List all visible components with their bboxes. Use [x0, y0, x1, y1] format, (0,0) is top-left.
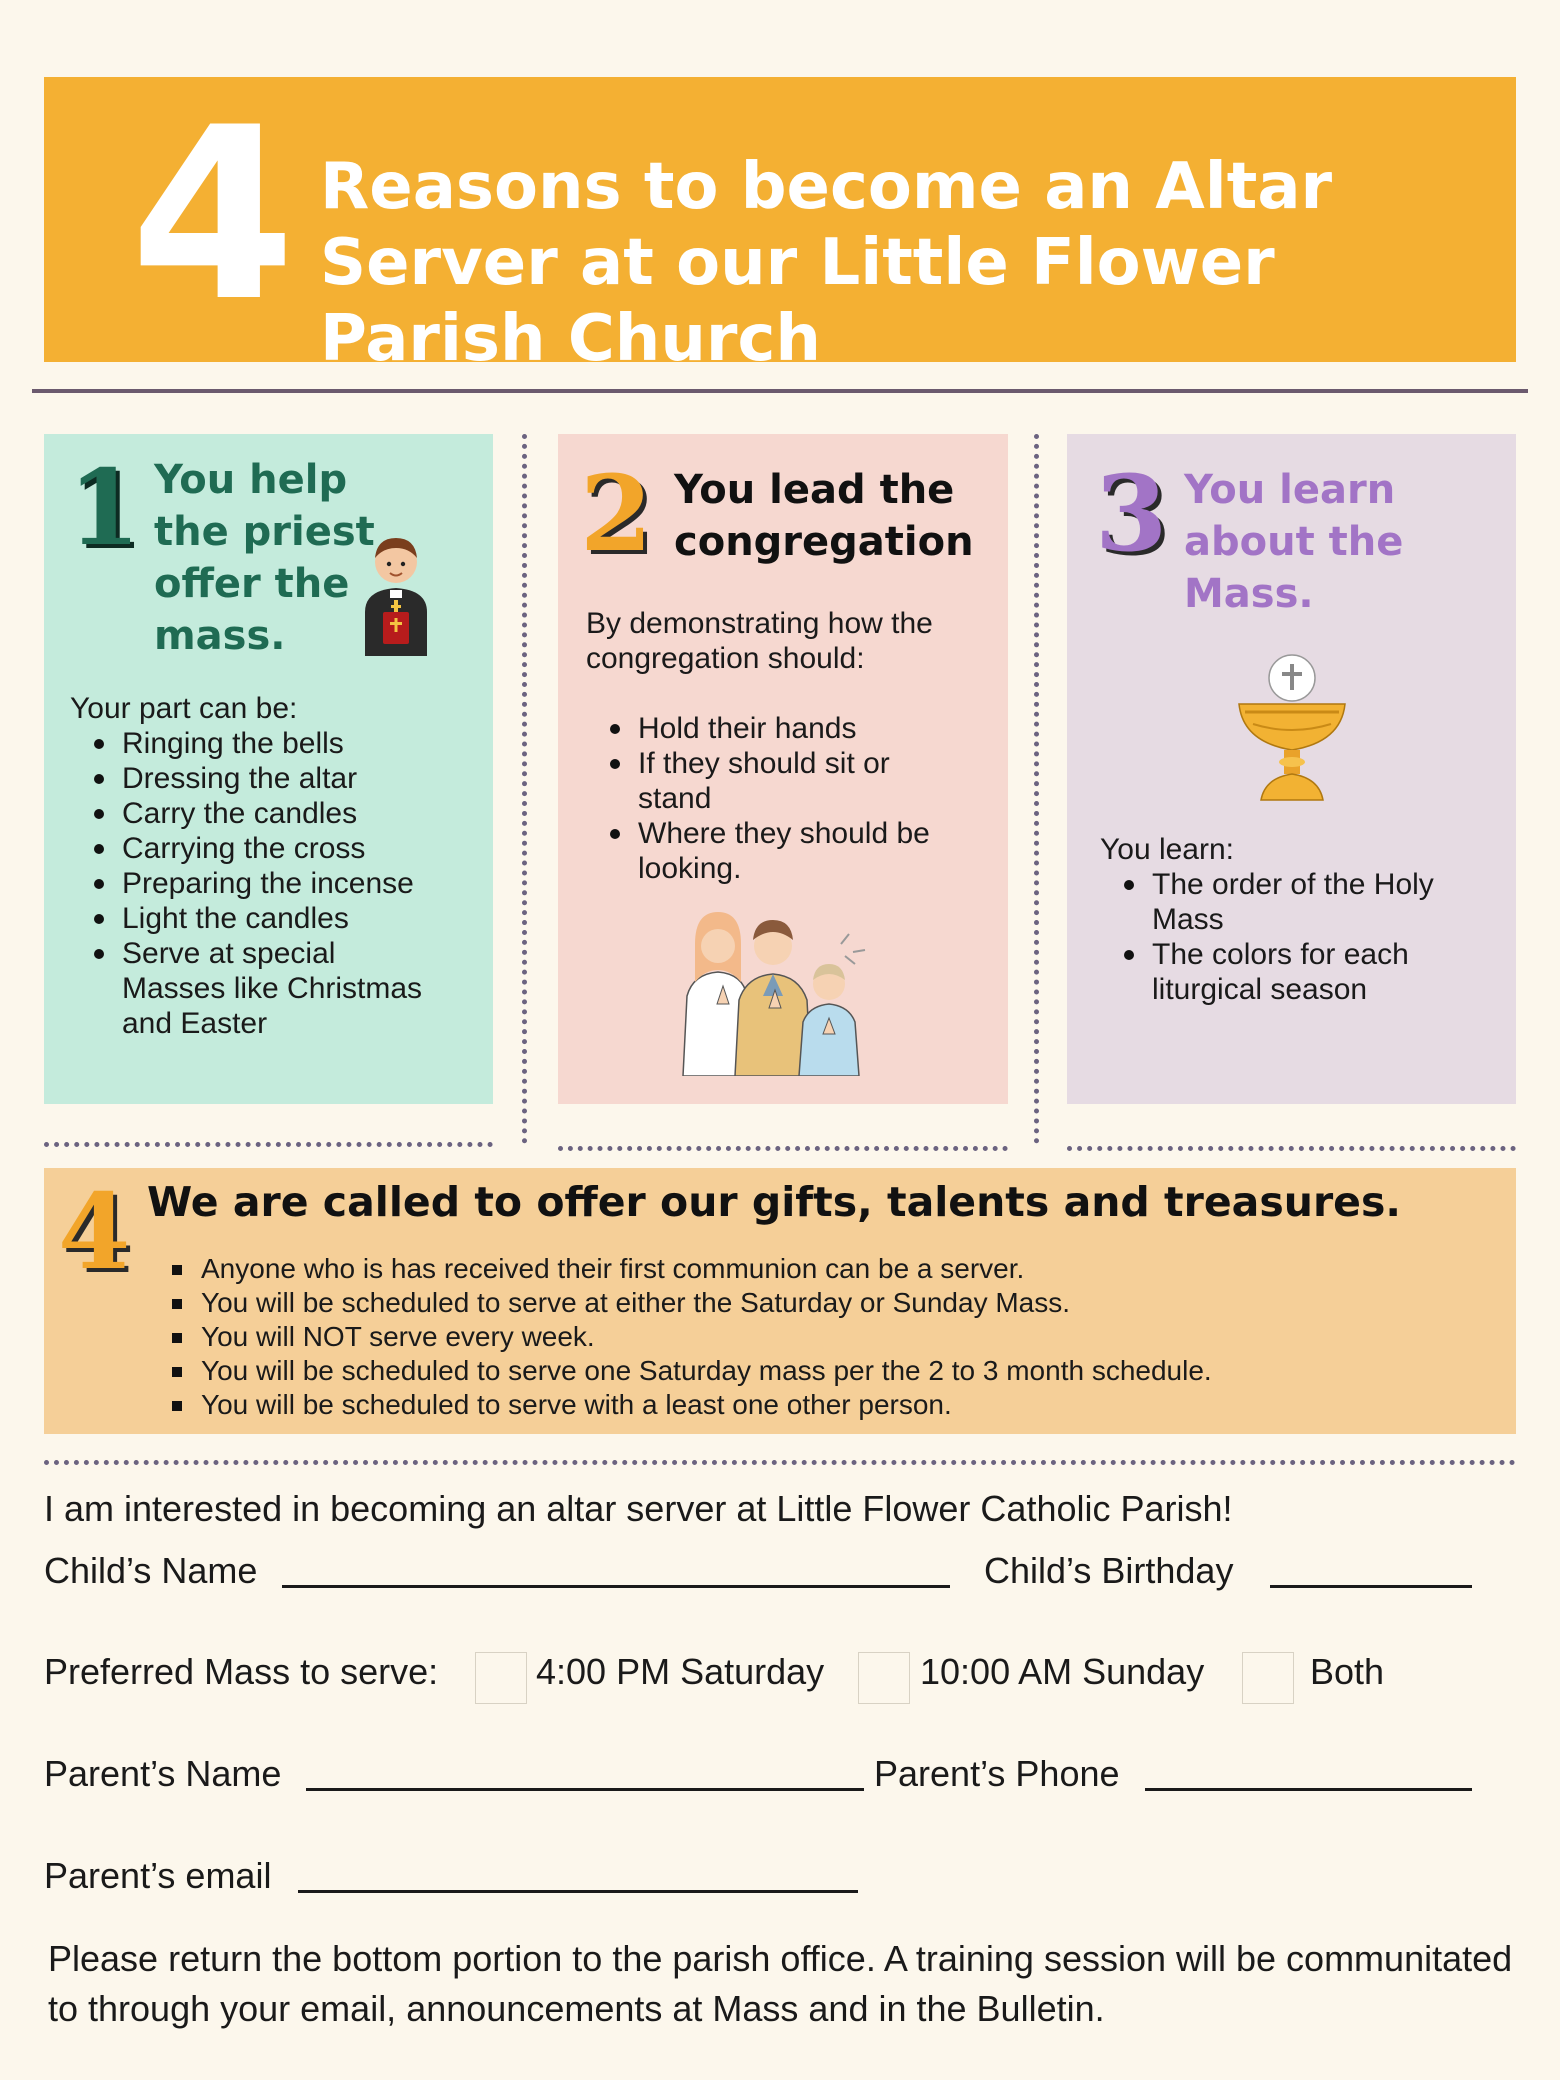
reason-title-3: You learn about the Mass. — [1184, 467, 1404, 617]
reason-list-3 — [1100, 867, 1500, 1007]
child-birthday-field[interactable] — [1270, 1554, 1472, 1588]
reason-number-2: 2 — [580, 452, 653, 575]
reason-list-4 — [170, 1252, 1500, 1422]
reason-card-1 — [44, 434, 493, 1104]
list-item: Preparing the incense — [70, 866, 480, 901]
header-number: 4 — [130, 77, 296, 354]
separator-horizontal-2 — [558, 1146, 1008, 1151]
list-item: Hold their hands — [586, 711, 946, 746]
reason-card-3 — [1067, 434, 1516, 1104]
reason-list-1 — [70, 726, 480, 1041]
list-item: You will be scheduled to serve one Saturday mass per the 2 to 3 month schedule. — [170, 1354, 1500, 1388]
separator-horizontal-3 — [1067, 1146, 1516, 1151]
reason-card-4 — [44, 1168, 1516, 1434]
priest-with-bible-icon — [357, 526, 435, 658]
parent-name-label: Parent’s Name — [44, 1753, 282, 1794]
list-item: The order of the Holy Mass — [1100, 867, 1500, 937]
both-option-label: Both — [1310, 1651, 1385, 1692]
reason-number-1: 1 — [68, 446, 141, 569]
reason-title-2: You lead the congregation — [674, 467, 974, 565]
list-item: Dressing the altar — [70, 761, 480, 796]
parent-email-field[interactable] — [298, 1859, 858, 1893]
list-item: Carrying the cross — [70, 831, 480, 866]
reason-title-4: We are called to offer our gifts, talents and treasures. — [147, 1178, 1401, 1226]
reason-number-3: 3 — [1095, 452, 1168, 575]
form-divider — [44, 1460, 1516, 1465]
chalice-icon — [1235, 654, 1349, 804]
list-item: Anyone who is has received their first communion can be a server. — [170, 1252, 1500, 1286]
sunday-checkbox[interactable] — [858, 1652, 910, 1704]
reason-title-1: You help the priest offer the mass. — [154, 457, 375, 659]
list-item: Serve at special Masses like Christmas and Easter — [70, 936, 430, 1041]
separator-vertical-1 — [522, 434, 527, 1144]
header-banner — [44, 77, 1516, 376]
list-item: Ringing the bells — [70, 726, 480, 761]
header-divider — [32, 389, 1528, 393]
child-birthday-label: Child’s Birthday — [984, 1550, 1234, 1591]
reason-card-2 — [558, 434, 1008, 1104]
list-item: Where they should be looking. — [586, 816, 946, 886]
saturday-option-label: 4:00 PM Saturday — [536, 1651, 825, 1692]
child-name-label: Child’s Name — [44, 1550, 258, 1591]
list-item: The colors for each liturgical season — [1100, 937, 1500, 1007]
child-name-field[interactable] — [282, 1554, 950, 1588]
saturday-checkbox[interactable] — [475, 1652, 527, 1704]
list-item: You will be scheduled to serve at either the Saturday or Sunday Mass. — [170, 1286, 1500, 1320]
page-title: Reasons to become an Altar Server at our Little Flower Parish Church — [320, 150, 1333, 376]
form-footer-note: Please return the bottom portion to the parish office. A training session will be communitated to through your email, announcements at Mass and in the Bulletin. — [48, 1938, 1513, 2029]
reason-number-4: 4 — [58, 1170, 131, 1293]
preferred-mass-label: Preferred Mass to serve: — [44, 1651, 439, 1692]
both-checkbox[interactable] — [1242, 1652, 1294, 1704]
separator-horizontal-1 — [44, 1142, 493, 1147]
reason-intro-1: Your part can be: — [70, 692, 298, 725]
parent-phone-field[interactable] — [1145, 1757, 1472, 1791]
list-item: You will NOT serve every week. — [170, 1320, 1500, 1354]
reason-list-2 — [586, 711, 946, 886]
separator-vertical-2 — [1034, 434, 1039, 1144]
list-item: Light the candles — [70, 901, 480, 936]
reason-intro-2: By demonstrating how the congregation should: — [586, 607, 933, 675]
list-item: You will be scheduled to serve with a least one other person. — [170, 1388, 1500, 1422]
list-item: If they should sit or stand — [586, 746, 946, 816]
reason-intro-3: You learn: — [1100, 833, 1235, 866]
parent-phone-label: Parent’s Phone — [874, 1753, 1120, 1794]
form-interest-text: I am interested in becoming an altar server at Little Flower Catholic Parish! — [44, 1488, 1233, 1529]
praying-family-icon — [673, 904, 893, 1076]
sunday-option-label: 10:00 AM Sunday — [920, 1651, 1205, 1692]
list-item: Carry the candles — [70, 796, 480, 831]
parent-name-field[interactable] — [306, 1757, 864, 1791]
parent-email-label: Parent’s email — [44, 1855, 272, 1896]
